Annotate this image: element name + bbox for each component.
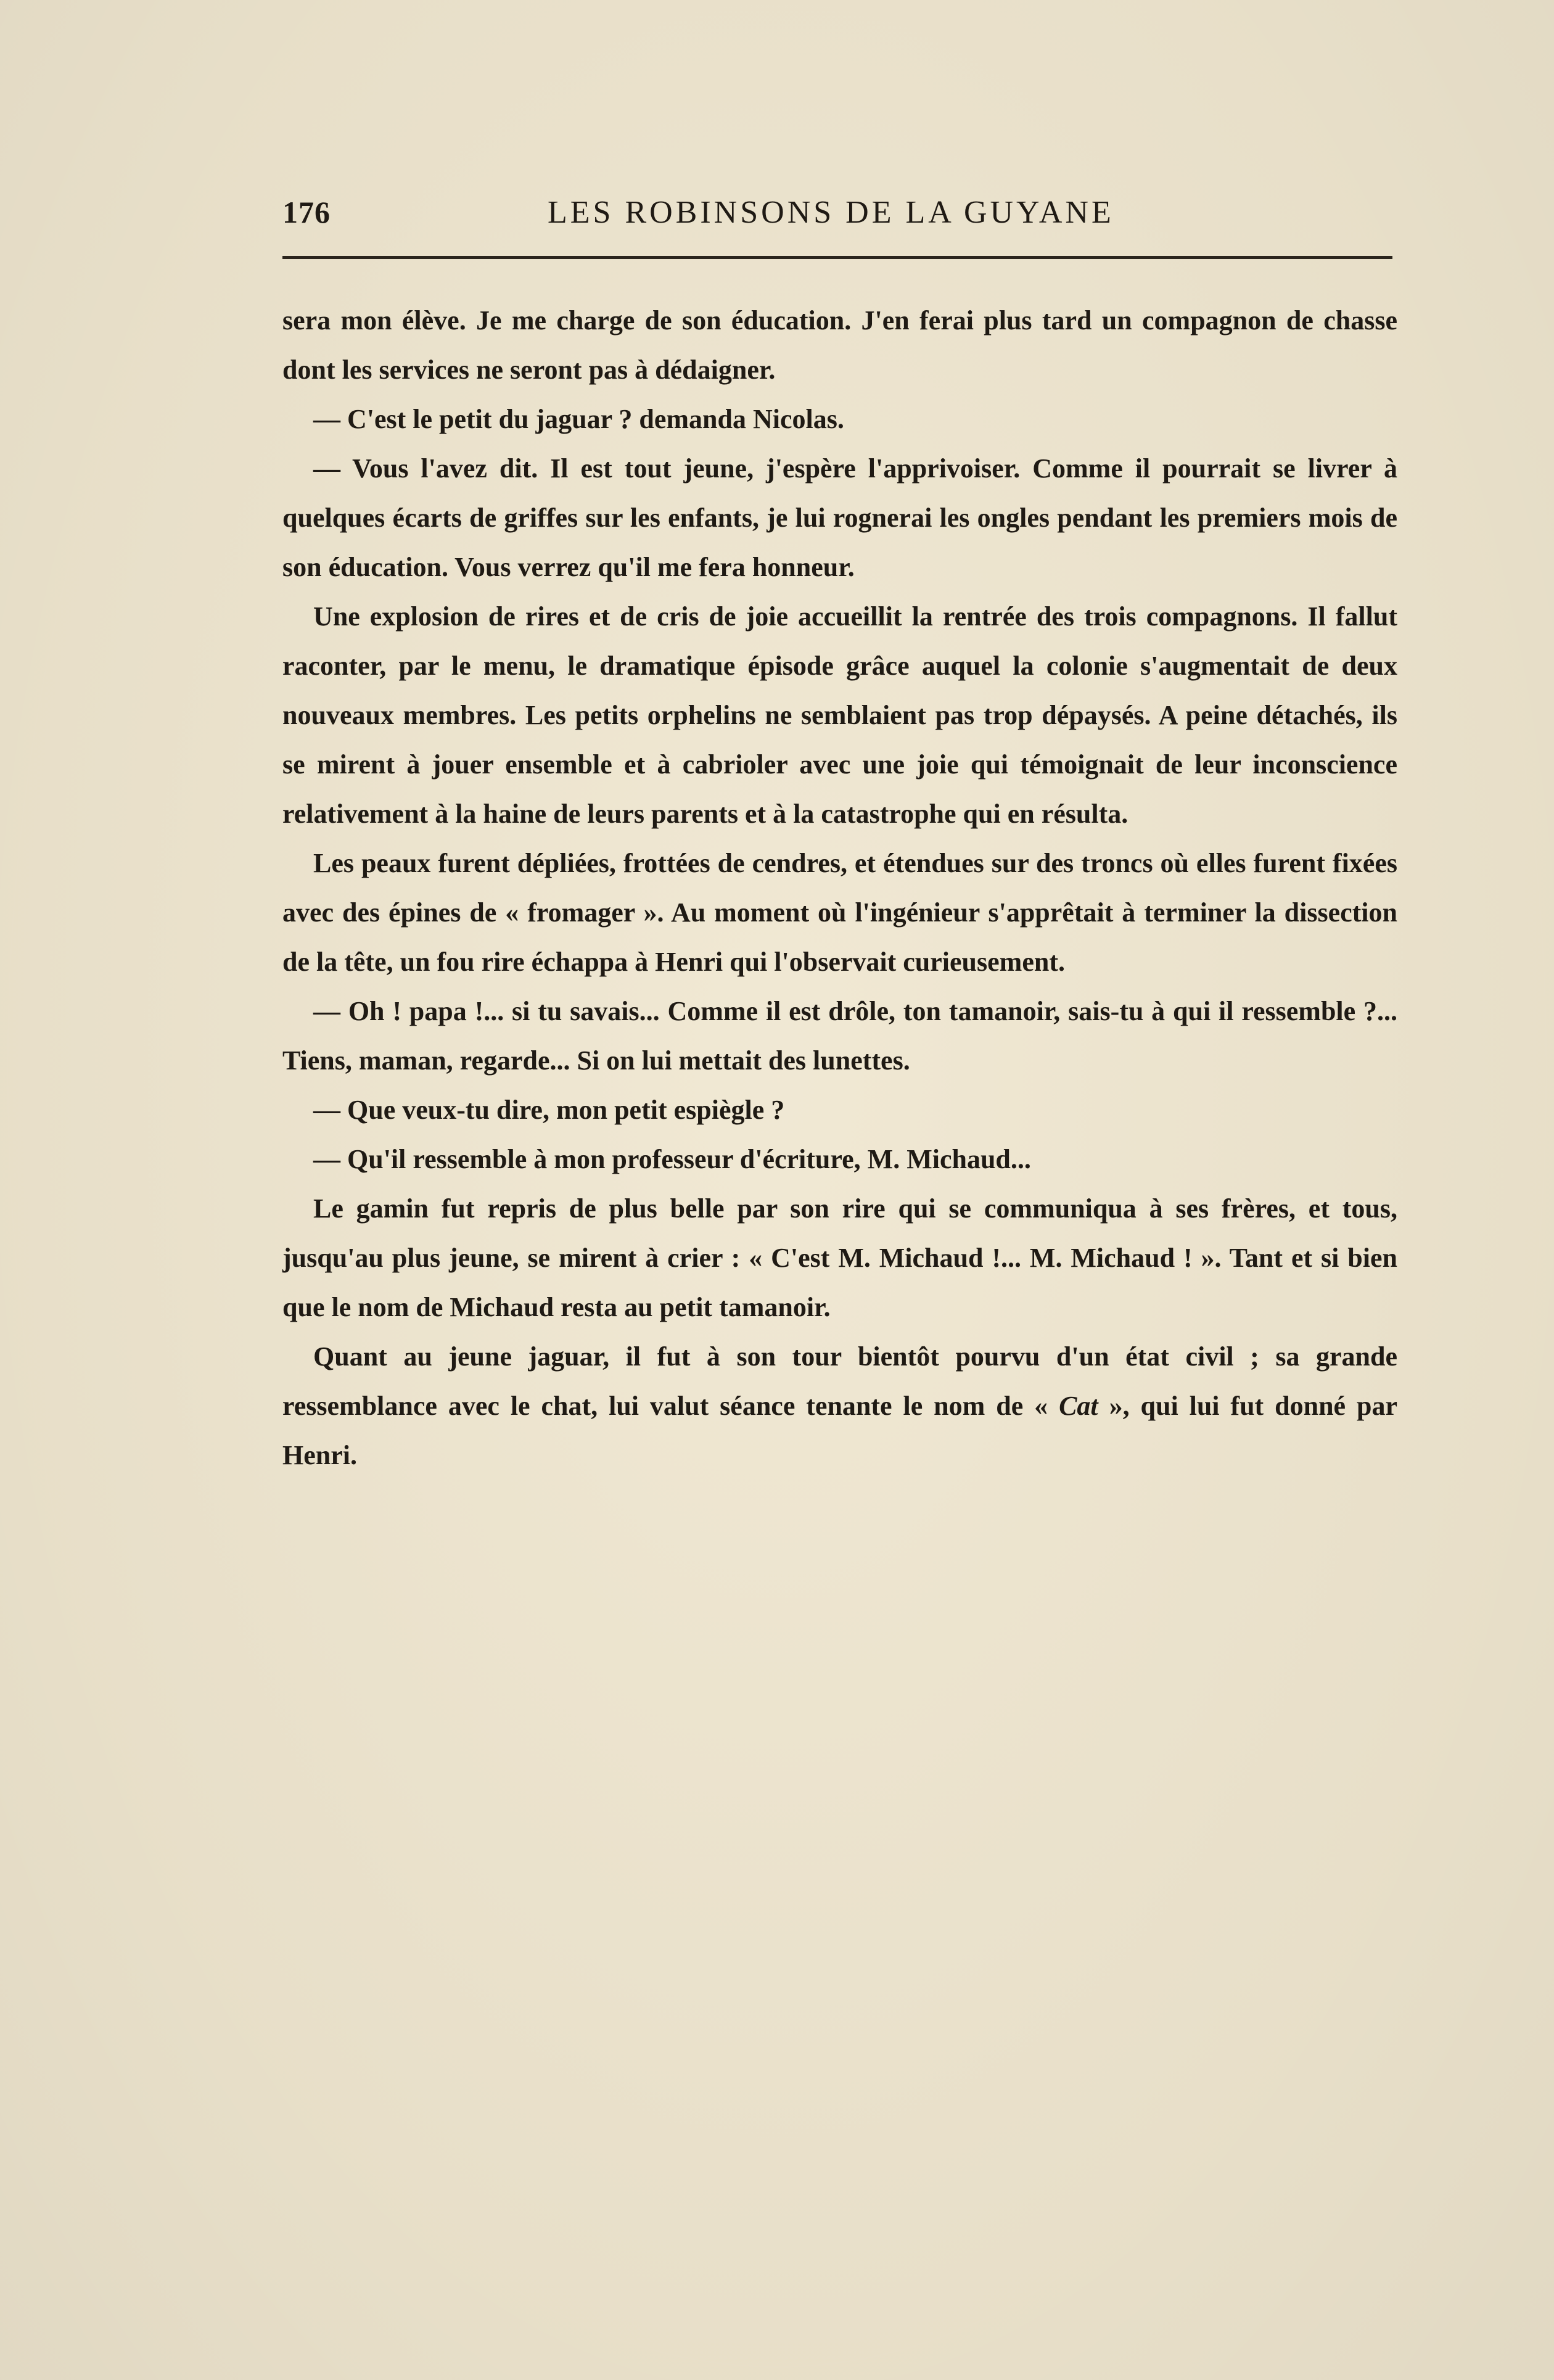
page-number: 176 xyxy=(282,195,331,229)
paragraph-text: Quant au jeune jaguar, il fut à son tour bientôt pourvu d'un état civil ; sa grande ressemblance avec le chat, lui valut séance tenante le nom de « xyxy=(282,1341,1397,1421)
paragraph: — Vous l'avez dit. Il est tout jeune, j'espère l'apprivoiser. Comme il pourrait se livrer à quelques écarts de griffes sur les enfants, je lui rognerai les ongles pendant les premiers mois de son éducation. Vous verrez qu'il me fera honneur. xyxy=(282,453,1397,582)
paragraph: — Que veux-tu dire, mon petit espiègle ? xyxy=(313,1095,785,1125)
paragraph: sera mon élève. Je me charge de son éducation. J'en ferai plus tard un compagnon de chasse dont les services ne seront pas à dédaigner. xyxy=(282,305,1397,385)
italic-name: Cat xyxy=(1059,1391,1098,1421)
paragraph xyxy=(282,1332,1397,1480)
paragraph: Une explosion de rires et de cris de joie accueillit la rentrée des trois compagnons. Il fallut raconter, par le menu, le dramatique épisode grâce auquel la colonie s'augmentait de deux nouveaux membres. Les petits orphelins ne semblaient pas trop dépaysés. A peine détachés, ils se mirent à jouer ensemble et à cabrioler avec une joie qui témoignait de leur inconscience relativement à la haine de leurs parents et à la catastrophe qui en résulta. xyxy=(282,601,1397,829)
paragraph: Les peaux furent dépliées, frottées de cendres, et étendues sur des troncs où elles furent fixées avec des épines de « fromager ». Au moment où l'ingénieur s'apprêtait à terminer la dissection de la tête, un fou rire échappa à Henri qui l'observait curieusement. xyxy=(282,848,1397,977)
paragraph: — Oh ! papa !... si tu savais... Comme il est drôle, ton tamanoir, sais-tu à qui il ressemble ?... Tiens, maman, regarde... Si on lui mettait des lunettes. xyxy=(282,996,1397,1076)
paragraph: — Qu'il ressemble à mon professeur d'écriture, M. Michaud... xyxy=(313,1144,1031,1174)
running-head xyxy=(282,194,1392,244)
body-text xyxy=(282,296,1397,1480)
paragraph: — C'est le petit du jaguar ? demanda Nicolas. xyxy=(313,404,844,434)
paragraph-text: », qui lui fut donné par Henri. xyxy=(282,1391,1397,1470)
paragraph: Le gamin fut repris de plus belle par son rire qui se communiqua à ses frères, et tous, jusqu'au plus jeune, se mirent à crier : « C'est M. Michaud !... M. Michaud ! ». Tant et si bien que le nom de Michaud resta au petit tamanoir. xyxy=(282,1193,1397,1322)
running-title: LES ROBINSONS DE LA GUYANE xyxy=(548,195,1114,230)
header-rule xyxy=(282,256,1392,259)
